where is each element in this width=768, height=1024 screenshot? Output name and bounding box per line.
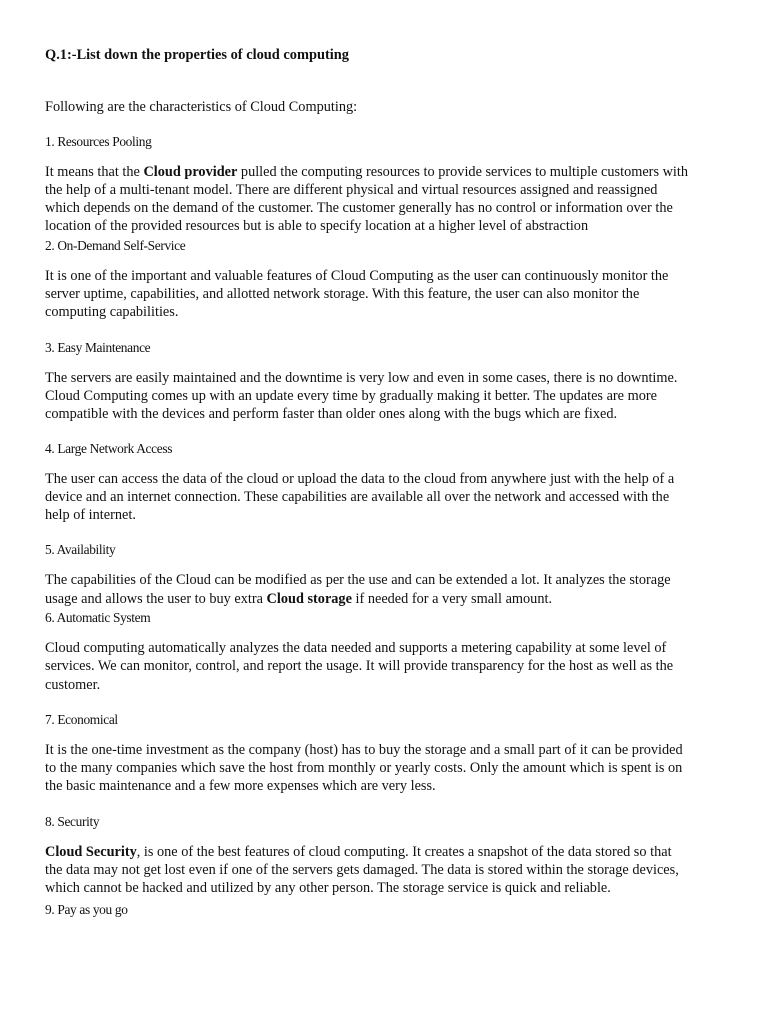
section-heading: 7. Economical: [45, 712, 118, 727]
paragraph-line: Cloud Security, is one of the best features of cloud computing. It creates a snapshot of the data stored so that: [45, 844, 672, 860]
paragraph-line: help of internet.: [45, 507, 136, 523]
paragraph-line: The capabilities of the Cloud can be modified as per the use and can be extended a lot. It analyzes the storage: [45, 572, 671, 588]
bold-term: Cloud provider: [143, 164, 238, 180]
paragraph-line: the basic maintenance and a few more expenses which are very less.: [45, 778, 436, 794]
section-heading: 9. Pay as you go: [45, 902, 128, 917]
paragraph-line: customer.: [45, 677, 101, 693]
paragraph-line: which depends on the demand of the customer. The customer generally has no control or information over the: [45, 200, 673, 216]
section-heading: 8. Security: [45, 814, 100, 829]
paragraph-line: It means that the Cloud provider pulled the computing resources to provide services to multiple customers with: [45, 164, 688, 180]
paragraph-line: services. We can monitor, control, and report the usage. It will provide transparency for the host as well as the: [45, 658, 674, 674]
bold-term: Cloud Security: [45, 844, 137, 860]
paragraph-line: Cloud computing automatically analyzes the data needed and supports a metering capability at some level of: [45, 640, 667, 656]
paragraph-line: The user can access the data of the cloud or upload the data to the cloud from anywhere just with the help of a: [45, 471, 675, 487]
section-heading: 6. Automatic System: [45, 610, 151, 625]
paragraph-line: server uptime, capabilities, and allotted network storage. With this feature, the user can also monitor the: [45, 286, 640, 302]
paragraph-line: the data may not get lost even if one of the servers gets damaged. The data is stored within the storage devices,: [45, 862, 679, 878]
paragraph-line: the help of a multi-tenant model. There are different physical and virtual resources assigned and reassigned: [45, 182, 658, 198]
paragraph-line: computing capabilities.: [45, 304, 179, 320]
paragraph-line: It is the one-time investment as the company (host) has to buy the storage and a small part of it can be provided: [45, 742, 683, 758]
section-heading: 1. Resources Pooling: [45, 134, 152, 149]
question-title: Q.1:-List down the properties of cloud computing: [45, 47, 349, 63]
paragraph-line: usage and allows the user to buy extra Cloud storage if needed for a very small amount.: [45, 591, 553, 607]
paragraph-line: location of the provided resources but is able to specify location at a higher level of abstraction: [45, 218, 589, 234]
paragraph-line: to the many companies which save the host from monthly or yearly costs. Only the amount which is spent is on: [45, 760, 683, 776]
section-heading: 4. Large Network Access: [45, 441, 173, 456]
bold-term: Cloud storage: [266, 591, 352, 607]
section-heading: 2. On-Demand Self-Service: [45, 238, 186, 253]
intro-text: Following are the characteristics of Cloud Computing:: [45, 99, 358, 115]
section-heading: 5. Availability: [45, 542, 116, 557]
paragraph-line: device and an internet connection. These capabilities are available all over the network and accessed with the: [45, 489, 670, 505]
paragraph-line: compatible with the devices and perform faster than older ones along with the bugs which are fixed.: [45, 406, 618, 422]
paragraph-line: The servers are easily maintained and the downtime is very low and even in some cases, there is no downtime.: [45, 370, 678, 386]
paragraph-line: It is one of the important and valuable features of Cloud Computing as the user can continuously monitor the: [45, 268, 669, 284]
paragraph-line: Cloud Computing comes up with an update every time by gradually making it better. The updates are more: [45, 388, 657, 404]
paragraph-line: which cannot be hacked and utilized by any other person. The storage service is quick and reliable.: [45, 880, 611, 896]
section-heading: 3. Easy Maintenance: [45, 340, 151, 355]
